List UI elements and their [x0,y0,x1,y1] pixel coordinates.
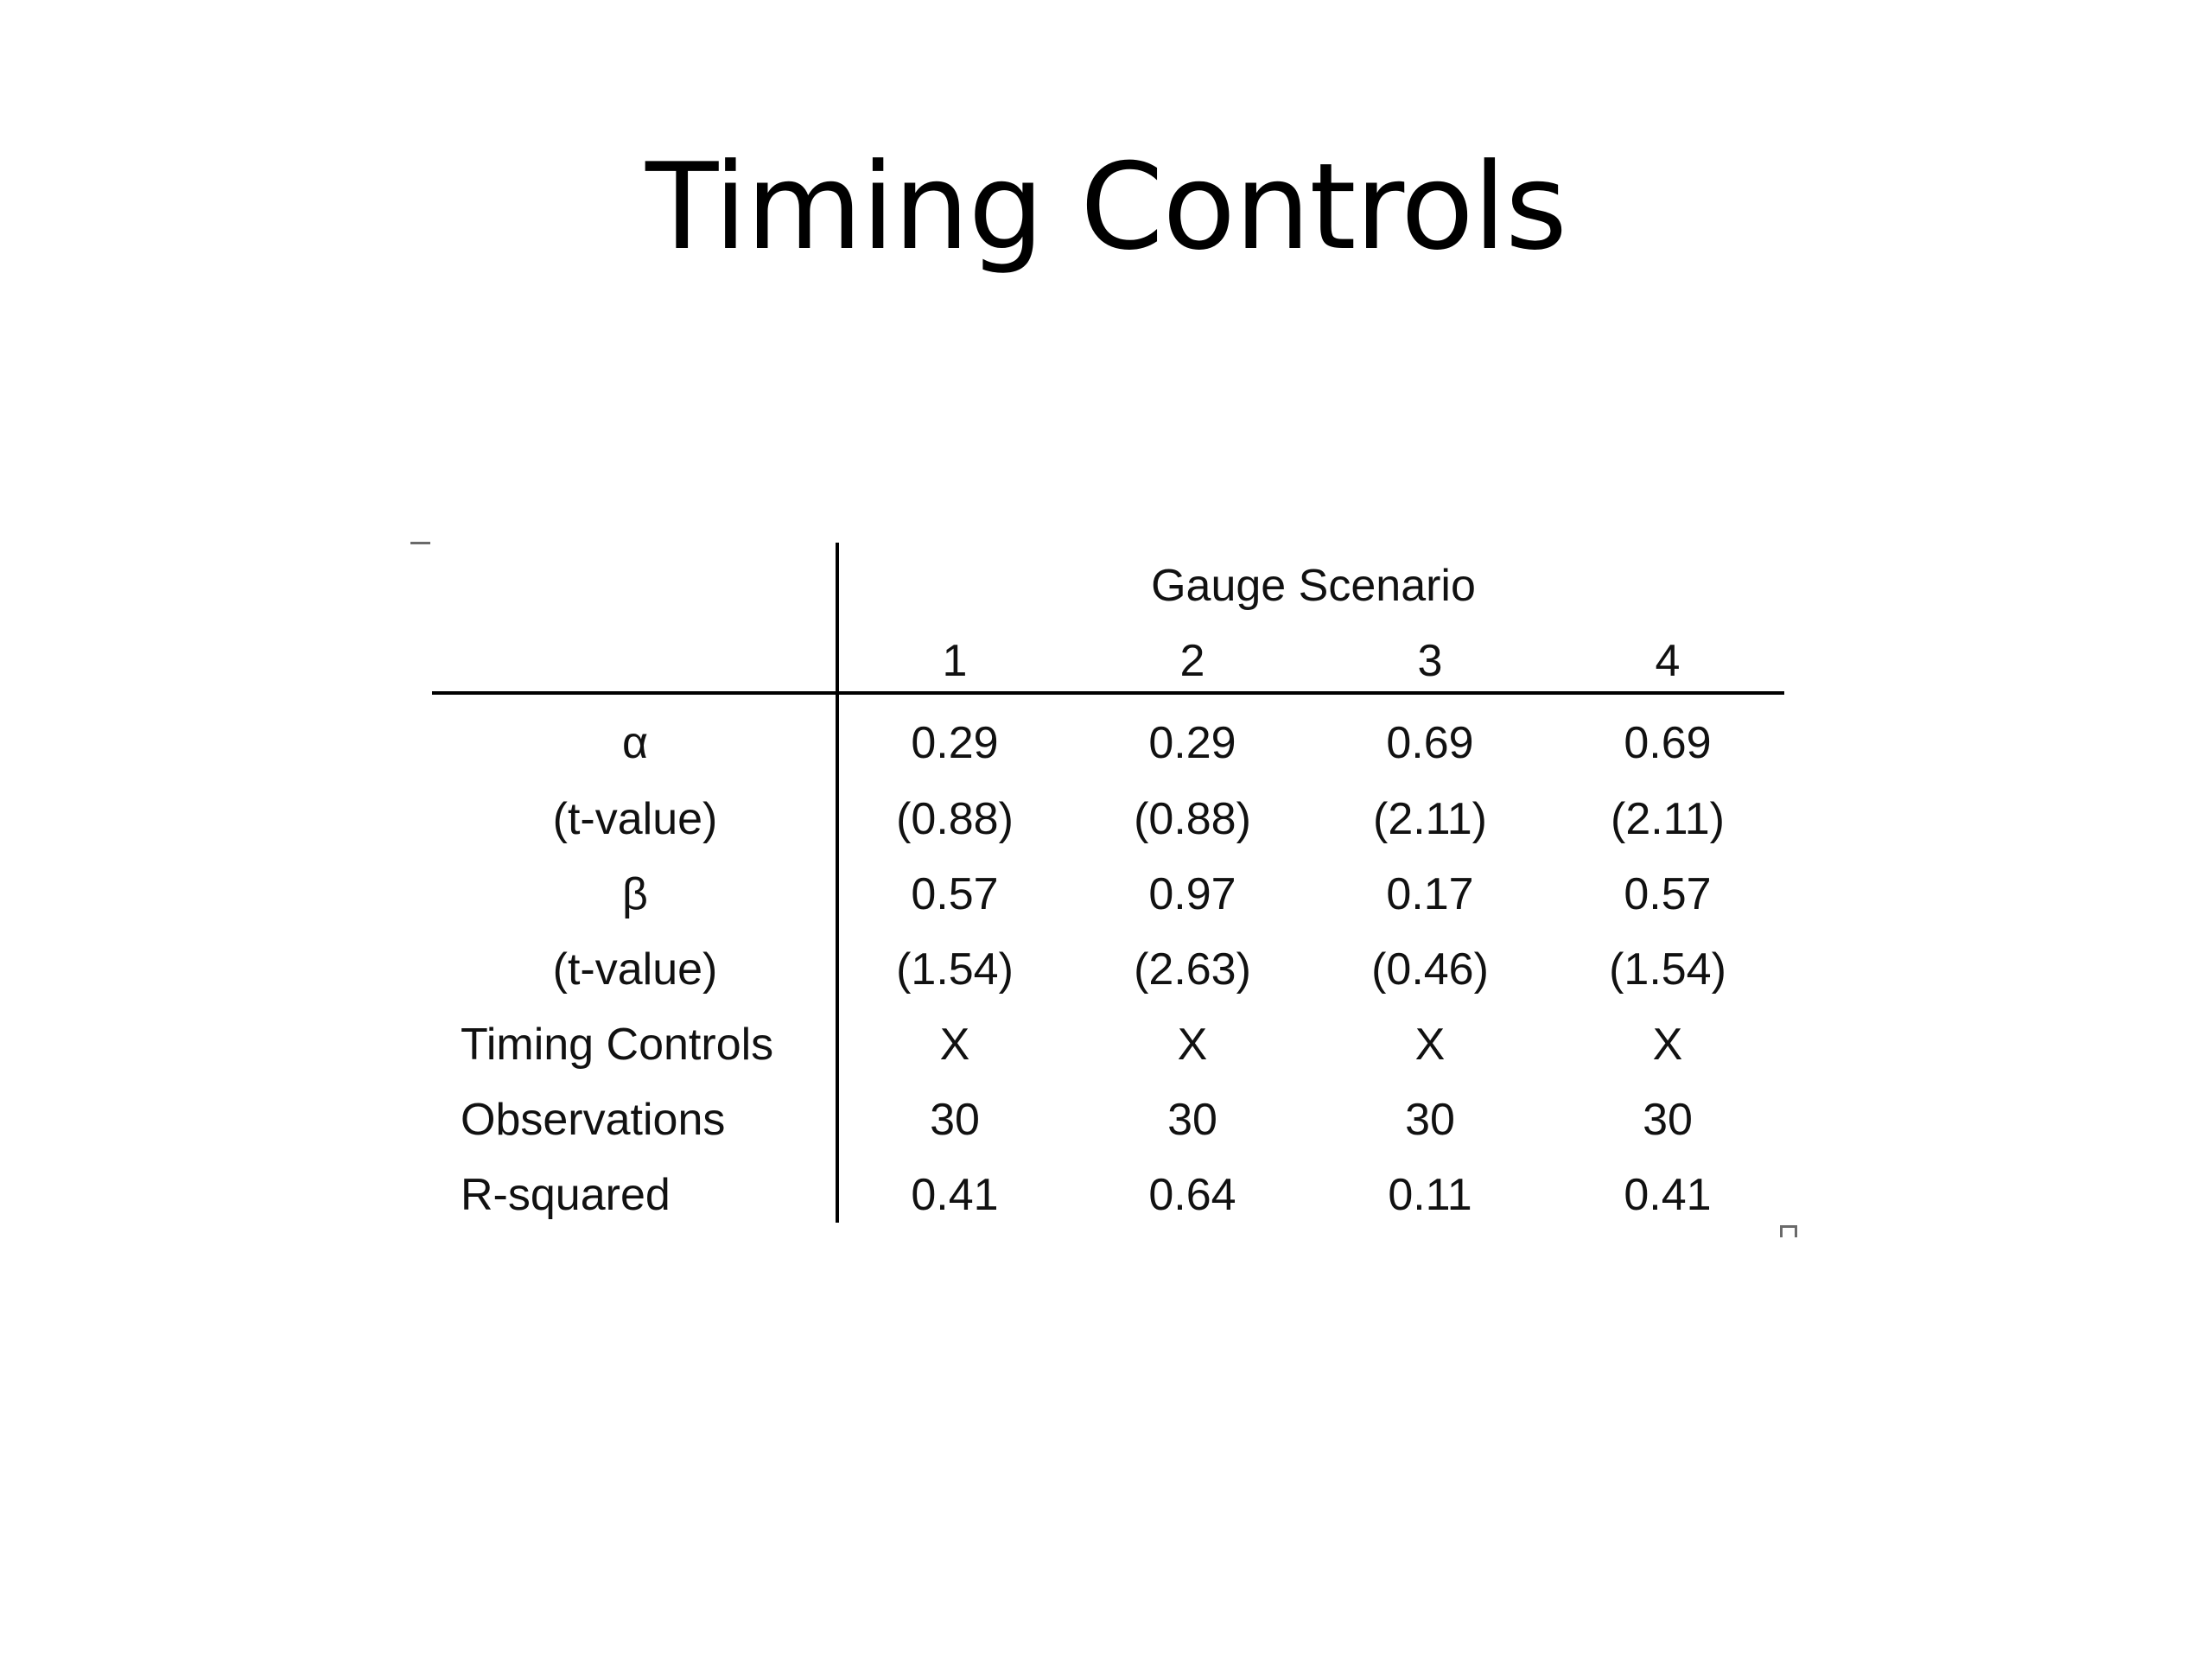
row-label-r-squared: R-squared [461,1170,671,1220]
table-cell: 0.97 [1148,869,1236,919]
table-cell: (2.11) [1373,794,1487,844]
table-cell: 30 [930,1095,980,1145]
table-cell: 0.17 [1386,869,1474,919]
table-cell: (0.46) [1371,944,1489,995]
table-cell: 0.29 [911,718,999,768]
table-cell: X [1177,1020,1208,1070]
table-cell: 0.41 [1624,1170,1712,1220]
row-label-alpha: α [621,718,649,768]
table-cell: 0.57 [911,869,999,919]
table-cell: (2.11) [1611,794,1725,844]
table-cell: (0.88) [1134,794,1251,844]
table-cell: (0.88) [896,794,1014,844]
table-cell: X [1652,1020,1683,1070]
table-cell: 30 [1643,1095,1693,1145]
table-cell: 0.69 [1386,718,1474,768]
row-label-t-value: (t-value) [552,944,718,995]
table-cell: 0.57 [1624,869,1712,919]
row-label-beta: β [622,869,648,919]
column-header-1: 1 [942,636,968,686]
column-header-2: 2 [1179,636,1205,686]
table-cell: (2.63) [1134,944,1251,995]
table-cell: 30 [1167,1095,1217,1145]
table-cell: 0.64 [1148,1170,1236,1220]
table-cell: X [1414,1020,1446,1070]
table-cell: (1.54) [1609,944,1726,995]
table-cell: 0.69 [1624,718,1712,768]
table-cell: 0.29 [1148,718,1236,768]
column-header-4: 4 [1655,636,1681,686]
table-header-rule [432,691,1784,695]
column-group-header: Gauge Scenario [1151,561,1476,611]
column-header-3: 3 [1417,636,1443,686]
table-cell: 30 [1405,1095,1455,1145]
table-cell: X [939,1020,970,1070]
table-cell: (1.54) [896,944,1014,995]
row-label-timing-controls: Timing Controls [461,1020,774,1070]
slide-title: Timing Controls [645,137,1567,276]
table-resize-handle[interactable] [1780,1225,1797,1237]
table-cell: 0.11 [1388,1170,1472,1220]
row-label-observations: Observations [461,1095,726,1145]
row-label-t-value: (t-value) [552,794,718,844]
table-cell: 0.41 [911,1170,999,1220]
